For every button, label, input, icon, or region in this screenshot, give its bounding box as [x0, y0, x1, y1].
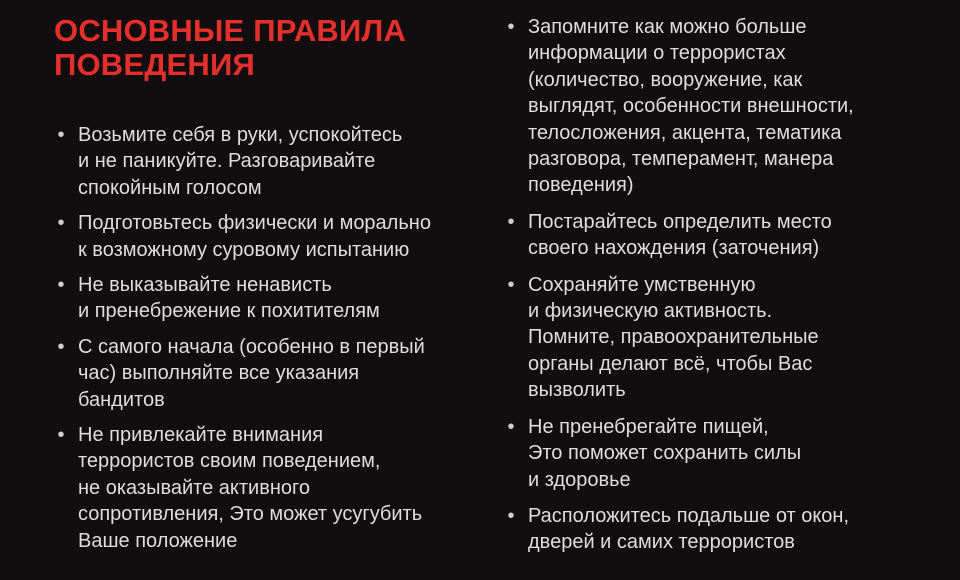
list-item-line: и не паникуйте. Разговаривайте [78, 150, 376, 173]
list-item-line: бандитов [78, 388, 165, 411]
list-item-text [528, 272, 944, 404]
list-item-line: своего нахождения (заточения) [528, 237, 820, 260]
list-item [54, 272, 494, 325]
list-item-line: Постарайтесь определить место [528, 210, 832, 233]
bullet-icon: • [507, 210, 515, 233]
list-item-line: спокойным голосом [78, 176, 262, 199]
list-item-line: Это поможет сохранить силы [528, 442, 802, 465]
right-rules-list [504, 14, 944, 556]
list-item-line: и физическую активность. [528, 300, 773, 323]
left-column [54, 14, 494, 563]
list-item-line: Помните, правоохранительные [528, 326, 819, 349]
list-item [54, 422, 494, 554]
list-item-text [78, 334, 494, 413]
list-item-text [78, 272, 494, 325]
list-item-text [78, 122, 494, 201]
list-item-line: Не выказывайте ненависть [78, 274, 332, 297]
list-item-line: С самого начала (особенно в первый [78, 335, 425, 358]
list-item [504, 414, 944, 493]
list-item-text [528, 414, 944, 493]
list-item-line: дверей и самих террористов [528, 531, 795, 554]
list-item-line: террористов своим поведением, [78, 450, 381, 473]
list-item-text [78, 422, 494, 554]
list-item [54, 122, 494, 201]
list-item-line: вызволить [528, 379, 626, 402]
list-item-line: к возможному суровому испытанию [78, 238, 410, 261]
list-item-text [528, 14, 944, 199]
list-item [504, 272, 944, 404]
title-line-2: ПОВЕДЕНИЯ [54, 47, 255, 82]
list-item-line: информации о террористах [528, 42, 786, 65]
list-item-line: выглядят, особенности внешности, [528, 95, 854, 118]
bullet-icon: • [57, 424, 65, 447]
list-item-line: поведения) [528, 174, 634, 197]
list-item [504, 209, 944, 262]
title-line-1: ОСНОВНЫЕ ПРАВИЛА [54, 13, 407, 48]
list-item-line: Возьмите себя в руки, успокойтесь [78, 124, 403, 146]
list-item-line: Сохраняйте умственную [528, 273, 756, 296]
list-item [54, 334, 494, 413]
bullet-icon: • [57, 124, 65, 146]
list-item-line: не оказывайте активного [78, 476, 310, 499]
bullet-icon: • [507, 415, 515, 438]
list-item-line: разговора, темперамент, манера [528, 148, 834, 171]
list-item-line: час) выполняйте все указания [78, 362, 360, 385]
list-item-line: Не привлекайте внимания [78, 424, 324, 447]
list-item-line: Запомните как можно больше [528, 16, 807, 38]
list-item-line: и пренебрежение к похитителям [78, 300, 380, 323]
list-item-line: телосложения, акцента, тематика [528, 121, 842, 144]
bullet-icon: • [507, 273, 515, 296]
list-item-line: сопротивления, Это может усугубить [78, 503, 423, 526]
list-item-line: и здоровье [528, 468, 631, 491]
list-item [504, 14, 944, 199]
list-item-line: Расположитесь подальше от окон, [528, 504, 850, 527]
page-title [54, 14, 494, 82]
right-column [504, 14, 944, 566]
list-item-text [78, 210, 494, 263]
list-item-line: Ваше положение [78, 529, 238, 552]
list-item-text [528, 209, 944, 262]
bullet-icon: • [57, 274, 65, 297]
bullet-icon: • [507, 504, 515, 527]
bullet-icon: • [57, 212, 65, 235]
list-item-line: Подготовьтесь физически и морально [78, 212, 431, 235]
left-rules-list [54, 122, 494, 554]
list-item [504, 503, 944, 556]
list-item-text [528, 503, 944, 556]
bullet-icon: • [57, 335, 65, 358]
bullet-icon: • [507, 16, 515, 38]
list-item-line: Не пренебрегайте пищей, [528, 415, 769, 438]
list-item [54, 210, 494, 263]
list-item-line: органы делают всё, чтобы Вас [528, 352, 813, 375]
list-item-line: (количество, вооружение, как [528, 68, 803, 91]
